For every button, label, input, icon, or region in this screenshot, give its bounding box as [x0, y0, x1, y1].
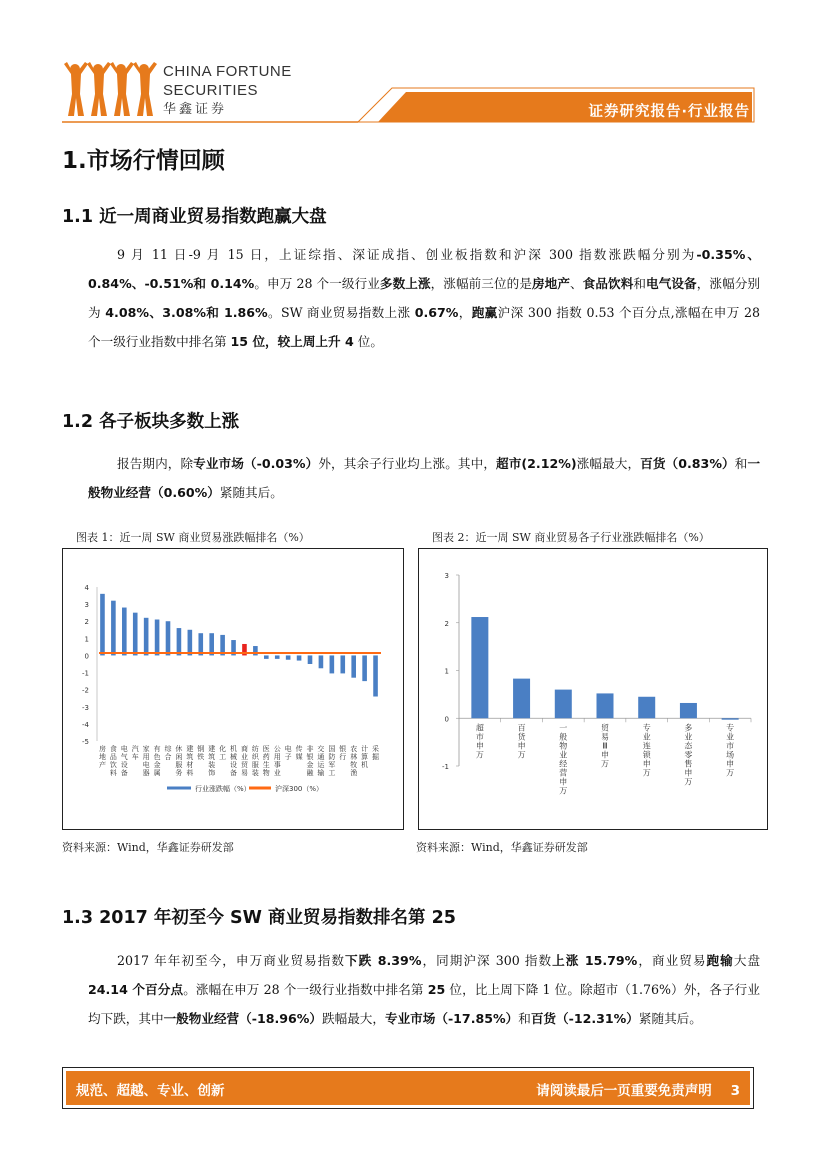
- x-tick-label: 公用事业: [273, 745, 281, 777]
- y-tick-label: -2: [82, 686, 89, 695]
- figure-1-caption: 图表 1：近一周 SW 商业贸易涨跌幅排名（%）: [76, 531, 310, 544]
- bar-采掘: [373, 655, 378, 696]
- figure-2-caption: 图表 2：近一周 SW 商业贸易各子行业涨跌幅排名（%）: [432, 531, 710, 544]
- figure-2-panel: [418, 548, 768, 830]
- footer-disclaimer-link[interactable]: 请阅读最后一页重要免责声明: [536, 1083, 712, 1099]
- bar-综合: [166, 621, 171, 655]
- figure-1-source: 资料来源：Wind，华鑫证券研发部: [62, 841, 234, 854]
- bar-医药生物: [264, 655, 269, 658]
- x-tick-label: 纺织服装: [251, 745, 259, 777]
- x-tick-label: 食品饮料: [109, 745, 117, 777]
- figure-2-source: 资料来源：Wind，华鑫证券研发部: [416, 841, 588, 854]
- y-tick-label: -3: [82, 703, 89, 712]
- y-tick-label: 3: [444, 572, 449, 580]
- bar-多业态零售Ⅱ(申万): [680, 703, 697, 718]
- x-tick-label: 综合: [164, 745, 172, 761]
- x-tick-label: 房地产: [98, 745, 106, 769]
- logo-english-line1: CHINA FORTUNE: [163, 63, 292, 80]
- bar-有色金属: [155, 620, 160, 656]
- report-type-label: 证券研究报告·行业报告: [588, 104, 750, 120]
- x-tick-label: 钢铁: [197, 745, 205, 761]
- legend-label-hs300: 沪深300（%）: [275, 785, 324, 793]
- y-tick-label: 0: [84, 652, 89, 661]
- page-number: 3: [730, 1083, 740, 1099]
- bar-建筑材料: [188, 630, 193, 656]
- x-tick-label: 国防军工: [328, 745, 336, 777]
- x-tick-label: 家用电器: [142, 745, 150, 777]
- x-tick-label: 电子: [284, 745, 292, 761]
- x-tick-label: 百货申万: [517, 723, 526, 760]
- x-tick-label: 机械设备: [230, 745, 238, 777]
- bar-农林牧渔: [351, 655, 356, 677]
- y-tick-label: -1: [442, 763, 449, 771]
- section-title: 1.市场行情回顾: [62, 148, 225, 174]
- footer-slogan: 规范、超越、专业、创新: [76, 1083, 225, 1099]
- footer-disclaimer: [500, 1079, 740, 1099]
- x-tick-label: 电气设备: [120, 745, 128, 777]
- x-tick-label: 建筑材料: [186, 745, 194, 777]
- x-tick-label: 农林牧渔: [350, 745, 358, 777]
- x-tick-label: 休闲服务: [175, 745, 183, 777]
- x-tick-label: 有色金属: [153, 745, 161, 777]
- subsection-1-3-title: 1.3 2017 年初至今 SW 商业贸易指数排名第 25: [62, 908, 456, 928]
- y-tick-label: -4: [82, 720, 89, 729]
- y-tick-label: -1: [82, 669, 89, 678]
- subsection-1-2-paragraph: 报告期内，除专业市场（-0.03%）外，其余子行业均上涨。其中，超市(2.12%)涨幅最大，百货（0.83%）和一般物业经营（0.60%）紧随其后。: [88, 456, 761, 500]
- y-tick-label: 2: [84, 618, 89, 627]
- subsection-1-2-title: 1.2 各子板块多数上涨: [62, 412, 240, 432]
- x-tick-label: 专业连锁申万: [642, 723, 651, 778]
- bar-传媒: [297, 655, 302, 660]
- bar-计算机: [362, 655, 367, 681]
- subsection-1-1-title: 1.1 近一周商业贸易指数跑赢大盘: [62, 207, 327, 227]
- logo-english-line2: SECURITIES: [163, 82, 259, 99]
- x-tick-label: 化工: [219, 745, 227, 761]
- x-tick-label: 银行: [339, 745, 347, 761]
- x-tick-label: 一般物业经营申万: [559, 723, 568, 796]
- bar-银行: [340, 655, 345, 673]
- x-tick-label: 超市申万: [475, 723, 484, 760]
- y-tick-label: -5: [82, 738, 89, 746]
- bar-国防军工: [330, 655, 335, 673]
- chart-industry-ranking: [63, 549, 403, 829]
- x-tick-label: 建筑装饰: [208, 745, 216, 777]
- x-tick-label: 汽车: [131, 745, 139, 761]
- subsection-1-1-paragraph: 9 月 11 日-9 月 15 日，上证综指、深证成指、创业板指数和沪深 300 指数涨跌幅分别为-0.35%、0.84%、-0.51%和 0.14%。申万 28 个一级行业多数上涨，涨幅前三位的是房地产、食品饮料和电气设备，涨幅分别为 4.08%、3.08%和 1.86%。SW 商业贸易指数上涨 0.67%，跑赢沪深 300 指数 0.53 个百分点,涨幅在申万 28 个一级行业指数中排名第 15 位，较上周上升 4 位。: [88, 247, 761, 349]
- bar-百货Ⅱ(申万): [513, 679, 530, 719]
- x-tick-label: 多业态零售申万: [684, 723, 693, 787]
- subsection-1-3-paragraph: 2017 年年初至今，申万商业贸易指数下跌 8.39%，同期沪深 300 指数上涨 15.79%，商业贸易跑输大盘 24.14 个百分点。涨幅在申万 28 个一级行业指数中排名第 25 位，比上周下降 1 位。除超市（1.76%）外，各子行业均下跌，其中一般物业经营（-18.96%）跌幅最大，专业市场（-17.85%）和百货（-12.31%）紧随其后。: [88, 953, 761, 1026]
- bar-一般物业经营Ⅱ(申万): [555, 690, 572, 719]
- bar-公用事业: [275, 655, 280, 658]
- bar-家用电器: [144, 618, 149, 656]
- bar-电气设备: [122, 608, 127, 656]
- x-tick-label: 医药生物: [262, 745, 270, 777]
- y-tick-label: 0: [444, 715, 449, 724]
- bar-贸易Ⅲ(申万): [597, 693, 614, 718]
- y-tick-label: 1: [84, 635, 89, 644]
- chart-subindustry-ranking: [419, 549, 767, 829]
- legend-label-industry: 行业涨跌幅（%）: [195, 785, 251, 793]
- bar-电子: [286, 655, 291, 659]
- figure-1-panel: [62, 548, 404, 830]
- x-tick-label: 非银金融: [306, 745, 314, 777]
- bar-房地产: [100, 594, 105, 656]
- bar-休闲服务: [177, 628, 182, 655]
- bar-食品饮料: [111, 601, 116, 656]
- bar-交通运输: [319, 655, 324, 668]
- x-tick-label: 专业市场申万: [726, 723, 735, 778]
- x-tick-label: 传媒: [295, 745, 303, 761]
- bar-专业连锁Ⅱ(申万): [638, 697, 655, 718]
- bar-超市Ⅱ(申万): [471, 617, 488, 718]
- bar-汽车: [133, 613, 138, 656]
- x-tick-label: 采掘: [372, 745, 380, 761]
- y-tick-label: 2: [444, 619, 449, 628]
- logo-chinese-name: 华鑫证券: [163, 102, 228, 117]
- bar-非银金融: [308, 655, 313, 664]
- y-tick-label: 4: [84, 584, 89, 592]
- bar-专业市场Ⅱ(申万): [722, 718, 739, 719]
- y-tick-label: 1: [444, 667, 449, 676]
- x-tick-label: 贸易 Ⅲ 申万: [601, 723, 609, 769]
- y-tick-label: 3: [84, 601, 89, 610]
- x-tick-label: 商业贸易: [240, 745, 248, 777]
- x-tick-label: 计算机: [361, 745, 369, 769]
- x-tick-label: 交通运输: [317, 745, 325, 777]
